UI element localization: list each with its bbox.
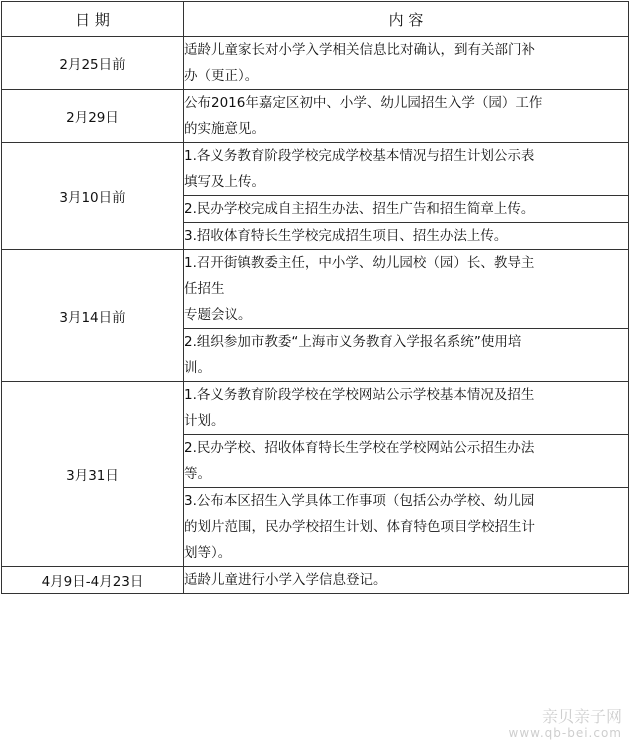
content-cell	[184, 435, 629, 488]
date-cell: 3月14日前	[2, 250, 184, 382]
table-row	[2, 250, 629, 329]
content-line: 公布2016年嘉定区初中、小学、幼儿园招生入学（园）工作	[184, 95, 543, 111]
content-cell	[184, 567, 629, 594]
content-line: 等。	[184, 466, 211, 482]
content-line: 专题会议。	[184, 307, 252, 323]
content-line: 办（更正）。	[184, 68, 259, 84]
table-row	[2, 37, 629, 90]
content-line: 训。	[184, 360, 211, 376]
site-watermark	[509, 709, 623, 741]
date-cell: 3月10日前	[2, 143, 184, 250]
date-column-header: 日 期	[2, 2, 184, 37]
content-line: 任招生	[184, 281, 225, 297]
header-row	[2, 2, 629, 37]
content-cell	[184, 250, 629, 329]
content-column-header: 内 容	[184, 2, 629, 37]
content-line: 2.民办学校、招收体育特长生学校在学校网站公示招生办法	[184, 440, 535, 456]
content-cell	[184, 90, 629, 143]
content-cell	[184, 382, 629, 435]
content-line: 1.各义务教育阶段学校完成学校基本情况与招生计划公示表	[184, 148, 535, 164]
content-line: 的实施意见。	[184, 121, 265, 137]
date-cell: 2月29日	[2, 90, 184, 143]
watermark-line-2: www.qb-bei.com	[508, 726, 622, 740]
content-line: 2.组织参加市教委“上海市义务教育入学报名系统”使用培	[184, 334, 522, 350]
table-row	[2, 382, 629, 435]
schedule-body	[2, 37, 629, 594]
content-cell	[184, 196, 629, 223]
content-line: 1.召开街镇教委主任，中小学、幼儿园校（园）长、教导主	[184, 255, 535, 271]
content-line: 2.民办学校完成自主招生办法、招生广告和招生简章上传。	[184, 201, 535, 217]
schedule-table	[1, 1, 629, 594]
content-line: 3.公布本区招生入学具体工作事项（包括公办学校、幼儿园	[184, 493, 535, 509]
content-line: 计划。	[184, 413, 225, 429]
table-row	[2, 90, 629, 143]
content-line: 适龄儿童家长对小学入学相关信息比对确认，到有关部门补	[184, 42, 535, 58]
date-cell: 2月25日前	[2, 37, 184, 90]
content-cell	[184, 143, 629, 196]
content-cell	[184, 329, 629, 382]
content-cell	[184, 37, 629, 90]
table-row	[2, 143, 629, 196]
content-cell	[184, 223, 629, 250]
content-cell	[184, 488, 629, 567]
content-line: 填写及上传。	[184, 174, 265, 190]
table-row	[2, 567, 629, 594]
content-line: 适龄儿童进行小学入学信息登记。	[184, 572, 387, 588]
content-line: 划等）。	[184, 545, 232, 561]
content-line: 1.各义务教育阶段学校在学校网站公示学校基本情况及招生	[184, 387, 535, 403]
date-cell: 3月31日	[2, 382, 184, 567]
content-line: 的划片范围，民办学校招生计划、体育特色项目学校招生计	[184, 519, 535, 535]
watermark-line-1: 亲贝亲子网	[541, 707, 622, 726]
date-cell: 4月9日-4月23日	[2, 567, 184, 594]
content-line: 3.招收体育特长生学校完成招生项目、招生办法上传。	[184, 228, 508, 244]
